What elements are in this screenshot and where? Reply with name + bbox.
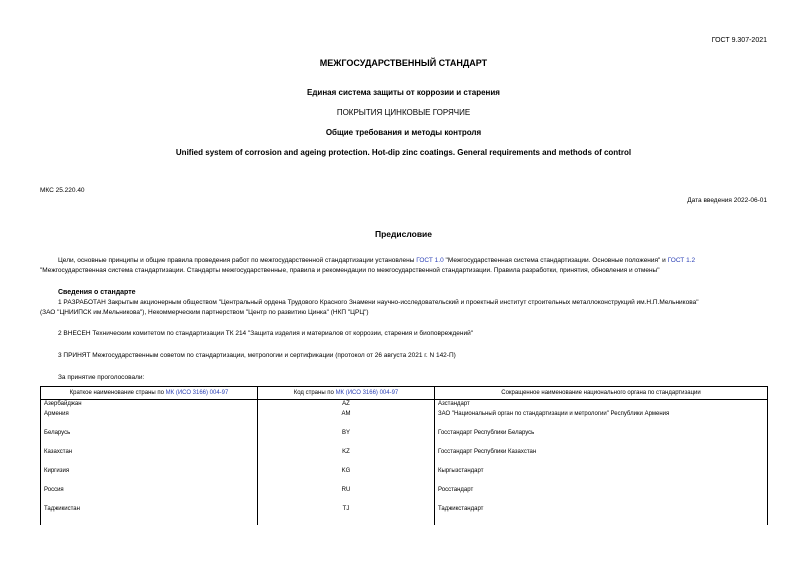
body-cell: Азстандарт	[435, 400, 768, 412]
main-title: ПОКРЫТИЯ ЦИНКОВЫЕ ГОРЯЧИЕ	[336, 108, 471, 117]
table-row	[41, 449, 768, 468]
table-row	[41, 487, 768, 506]
developer-line1: 1 РАЗРАБОТАН Закрытым акционерным обществом "Центральный ордена Трудового Красного Знамени научно-исследовательский и проектный институт строительных металлоконструкций им.Н.П.Мельникова"	[58, 299, 699, 306]
subtitle: Общие требования и методы контроля	[325, 128, 482, 137]
code-cell: KZ	[258, 449, 435, 468]
code-cell: BY	[258, 430, 435, 449]
code-cell: TJ	[258, 506, 435, 525]
foreword-paragraph-line2: "Межгосударственная система стандартизации. Стандарты межгосударственные, правила и рекомендации по межгосударственной стандартизации. Правила разработки, принятия, обновления и отмены"	[40, 267, 660, 274]
header-text: Код страны по	[293, 390, 336, 396]
foreword-text: "Межгосударственная система стандартизации. Основные положения" и	[443, 257, 668, 264]
body-cell: Росстандарт	[435, 487, 768, 506]
foreword-text: Цели, основные принципы и общие правила проведения работ по межгосударственной стандартизации установлены	[58, 257, 417, 264]
foreword-heading: Предисловие	[374, 229, 433, 239]
code-cell: RU	[258, 487, 435, 506]
foreword-paragraph-line1	[58, 256, 695, 266]
table-row	[41, 411, 768, 430]
gost-1-2-link[interactable]: ГОСТ 1.2	[667, 257, 696, 264]
english-title: Unified system of corrosion and ageing protection. Hot-dip zinc coatings. General requirements and methods of control	[175, 148, 632, 157]
developer-line2: (ЗАО "ЦНИИПСК им.Мельникова"), Некоммерческим партнерством "Центр по развитию Цинка" (НКП "ЦРЦ")	[40, 309, 369, 316]
table-header-row	[41, 387, 768, 400]
gost-1-0-link[interactable]: ГОСТ 1.0	[416, 257, 444, 264]
header-country-name	[41, 387, 258, 400]
introduced-by: 2 ВНЕСЕН Техническим комитетом по стандартизации ТК 214 "Защита изделия и материалов от коррозии, старения и биоповреждений"	[58, 330, 474, 337]
country-cell: Киргизия	[41, 468, 258, 487]
header-national-body: Сокращенное наименование национального органа по стандартизации	[435, 387, 768, 400]
mks-code: МКС 25.220.40	[40, 187, 85, 194]
mk-iso-link[interactable]: МК (ИСО 3166) 004-97	[335, 390, 399, 396]
code-cell: AZ	[258, 400, 435, 412]
table-row	[41, 506, 768, 525]
body-cell: Госстандарт Республики Казахстан	[435, 449, 768, 468]
country-cell: Россия	[41, 487, 258, 506]
body-cell: Госстандарт Республики Беларусь	[435, 430, 768, 449]
country-cell: Таджикистан	[41, 506, 258, 525]
country-cell: Казахстан	[41, 449, 258, 468]
code-cell: KG	[258, 468, 435, 487]
document-code: ГОСТ 9.307-2021	[711, 37, 767, 44]
header-country-code	[258, 387, 435, 400]
introduction-date: Дата введения 2022-06-01	[687, 197, 767, 204]
standard-type-heading: МЕЖГОСУДАРСТВЕННЫЙ СТАНДАРТ	[319, 58, 488, 68]
system-title: Единая система защиты от коррозии и старения	[307, 88, 500, 97]
table-row	[41, 400, 768, 412]
table-row	[41, 468, 768, 487]
code-cell: AM	[258, 411, 435, 430]
voted-label: За принятие проголосовали:	[58, 374, 145, 381]
country-cell: Азербайджан	[41, 400, 258, 412]
body-cell: ЗАО "Национальный орган по стандартизации и метрологии" Республики Армения	[435, 411, 768, 430]
header-text: Краткое наименование страны по	[69, 390, 166, 396]
body-cell: Кыргызстандарт	[435, 468, 768, 487]
voting-countries-table	[40, 386, 768, 525]
mk-iso-link[interactable]: МК (ИСО 3166) 004-97	[165, 390, 229, 396]
adopted-by: 3 ПРИНЯТ Межгосударственным советом по стандартизации, метрологии и сертификации (протокол от 26 августа 2021 г. N 142-П)	[58, 352, 456, 359]
table-row	[41, 430, 768, 449]
standard-info-heading: Сведения о стандарте	[58, 289, 136, 296]
country-cell: Армения	[41, 411, 258, 430]
body-cell: Таджикстандарт	[435, 506, 768, 525]
country-cell: Беларусь	[41, 430, 258, 449]
